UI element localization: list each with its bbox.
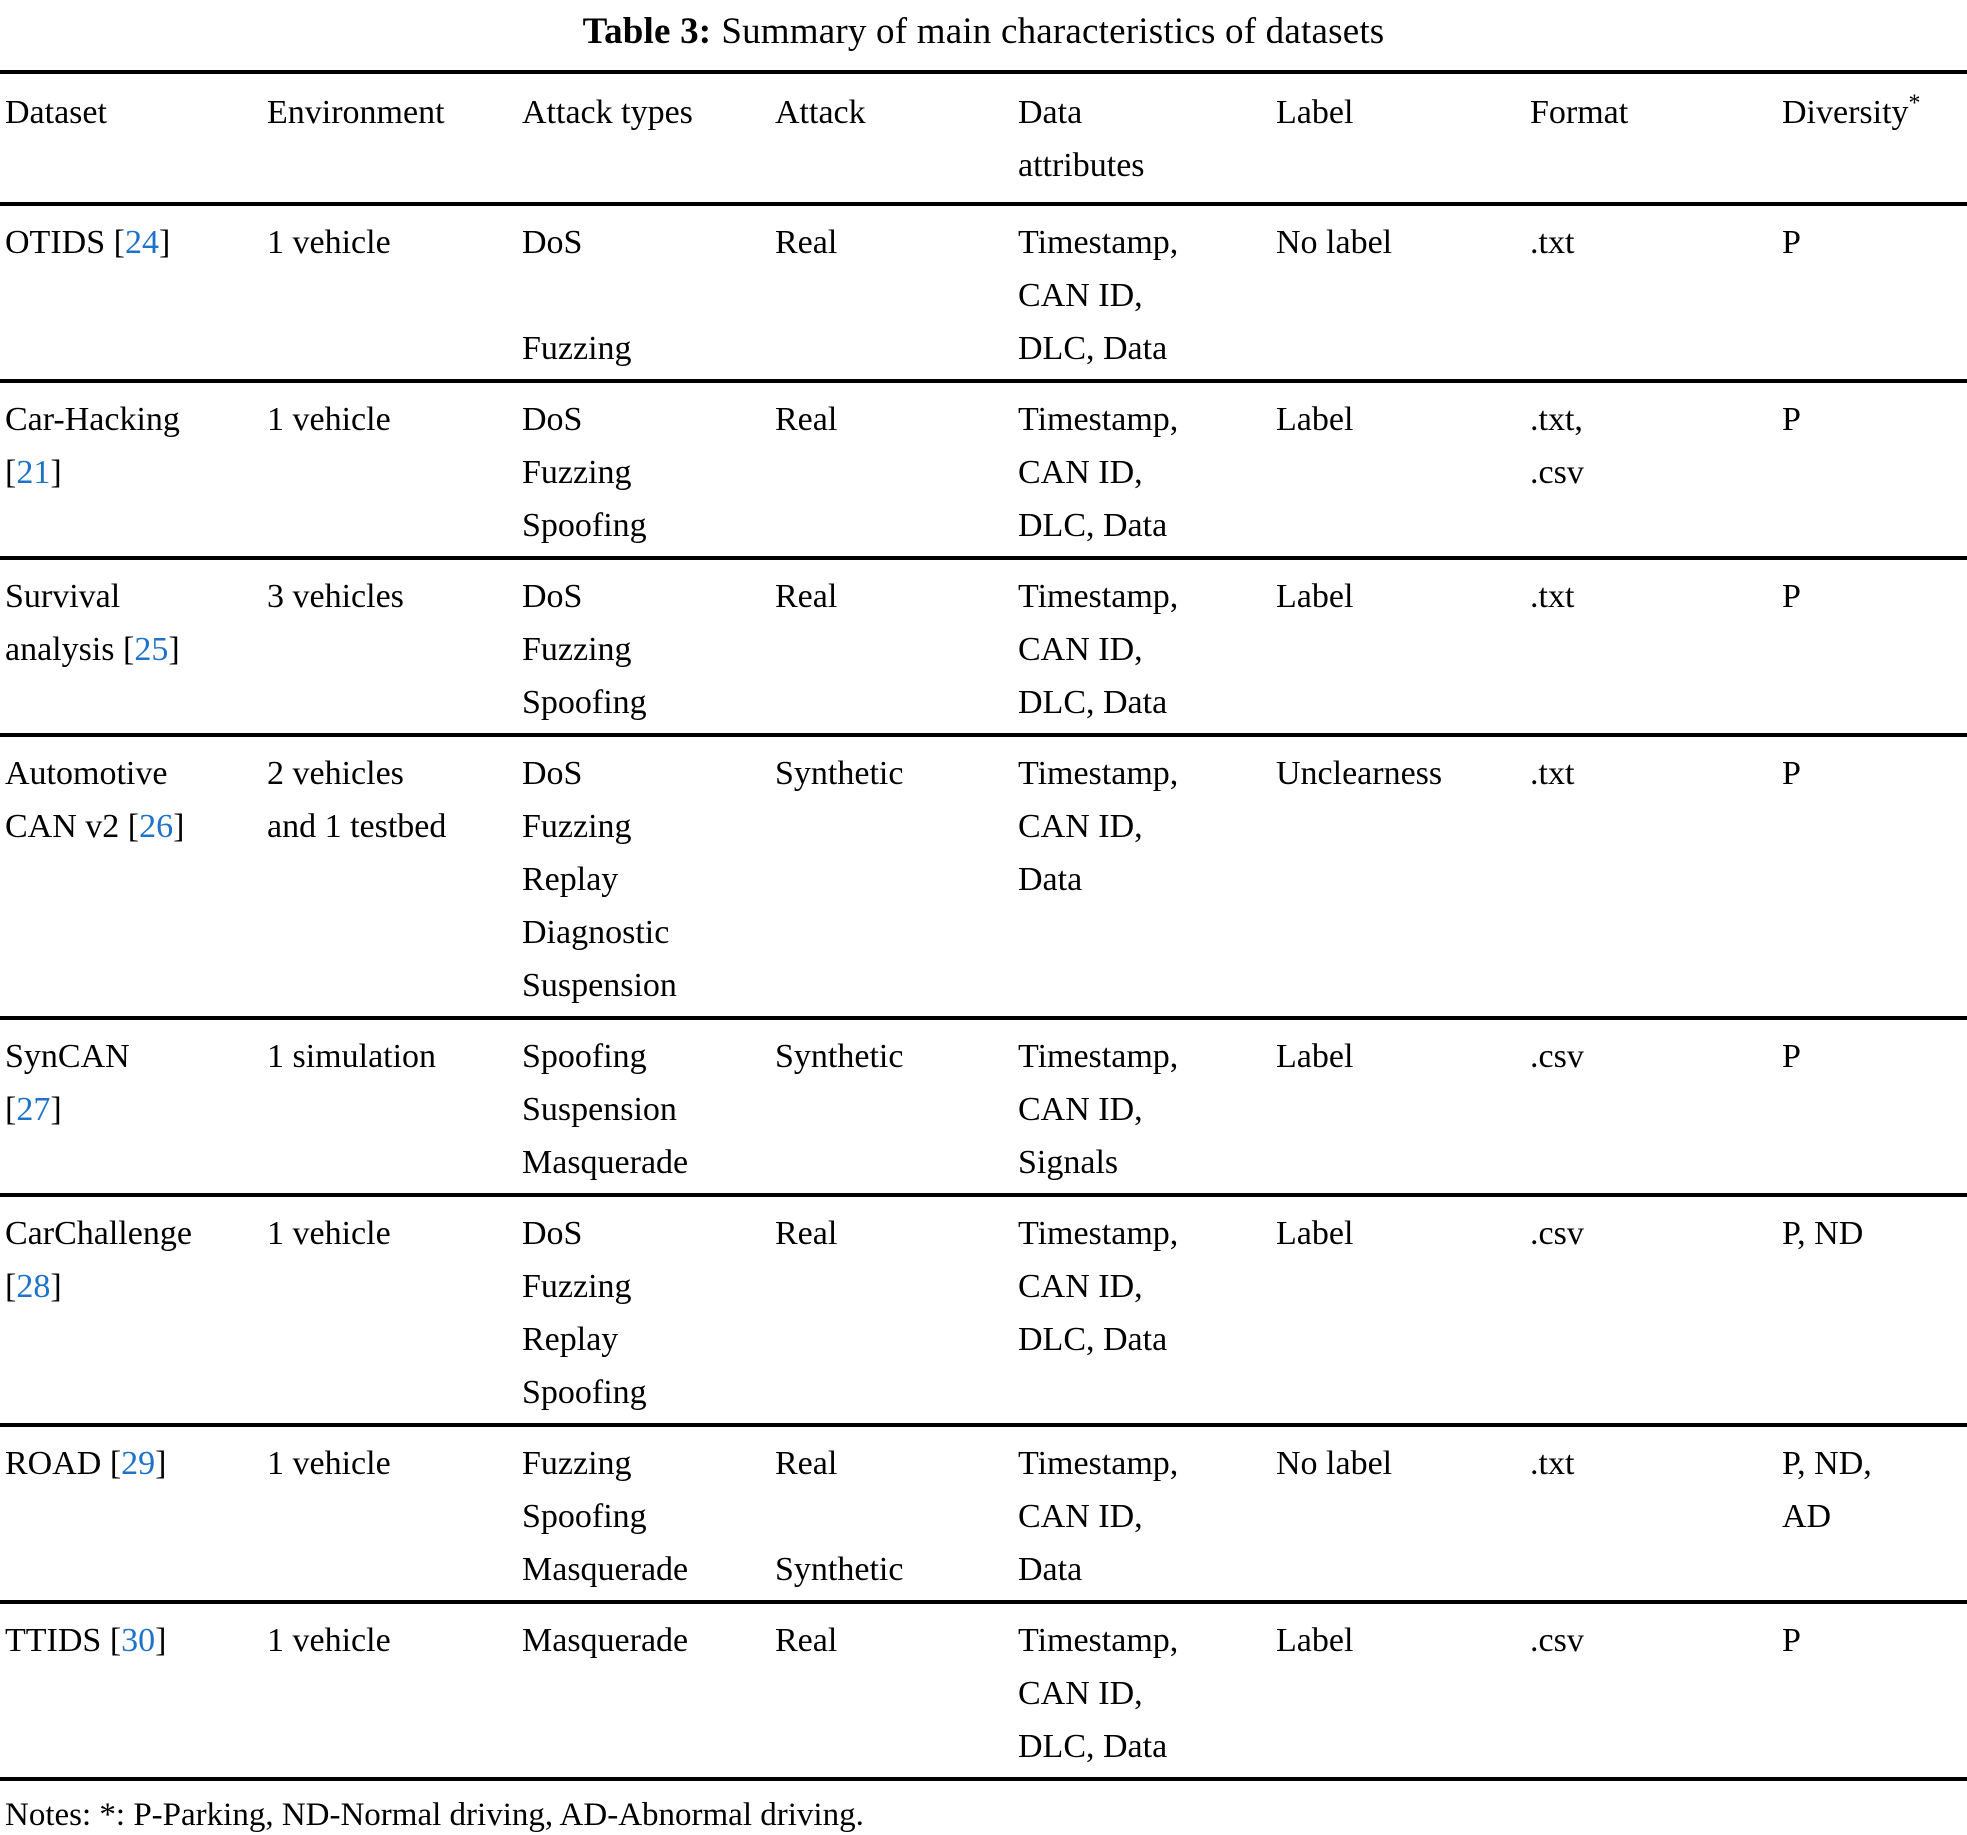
- cell-dataset: [5, 1197, 267, 1423]
- citation-link[interactable]: 28: [16, 1268, 51, 1305]
- table-row: [0, 737, 1967, 1020]
- text-line: Attack: [775, 94, 866, 131]
- cell-dataset: [5, 560, 267, 733]
- text-line: No label: [1276, 224, 1393, 261]
- text-line: Timestamp,: [1018, 1038, 1179, 1075]
- dataset-name-text: ]: [50, 1268, 62, 1305]
- text-line: P: [1782, 578, 1801, 615]
- text-line: Spoofing: [522, 684, 647, 721]
- cell-attack: [775, 383, 1018, 556]
- text-line: Masquerade: [522, 1622, 689, 1659]
- cell-diversity: [1782, 1197, 1967, 1423]
- footnote-marker: *: [1908, 90, 1921, 117]
- cell-label: [1276, 1604, 1530, 1777]
- cell-format: [1530, 383, 1782, 556]
- dataset-name-text: ROAD [: [5, 1445, 122, 1482]
- text-line: DLC, Data: [1018, 507, 1168, 544]
- text-line: .csv: [1530, 1622, 1584, 1659]
- text-line: Fuzzing: [522, 631, 632, 668]
- text-line: CAN ID,: [1018, 808, 1143, 845]
- dataset-name-line: [5, 570, 261, 623]
- text-line: CAN ID,: [1018, 1498, 1143, 1535]
- cell-dataset: [5, 737, 267, 1016]
- column-header-data-attributes: [1018, 74, 1276, 202]
- dataset-name-text: TTIDS [: [5, 1622, 122, 1659]
- text-line: Fuzzing: [522, 330, 632, 367]
- dataset-name-text: Car-Hacking: [5, 401, 180, 438]
- cell-label: [1276, 1427, 1530, 1600]
- cell-format: [1530, 1197, 1782, 1423]
- dataset-name-text: ]: [173, 808, 185, 845]
- dataset-name-text: CAN v2 [: [5, 808, 140, 845]
- cell-label: [1276, 383, 1530, 556]
- text-line: .csv: [1530, 1038, 1584, 1075]
- citation-link[interactable]: 21: [16, 454, 51, 491]
- data-table: [0, 70, 1967, 1781]
- text-line: Real: [775, 1445, 838, 1482]
- citation-link[interactable]: 26: [139, 808, 174, 845]
- cell-attack-types: [522, 1020, 775, 1193]
- cell-data-attributes: [1018, 383, 1276, 556]
- dataset-name-line: [5, 747, 261, 800]
- cell-data-attributes: [1018, 737, 1276, 1016]
- table-body: [0, 206, 1967, 1781]
- text-line: Label: [1276, 1622, 1354, 1659]
- cell-diversity: [1782, 206, 1967, 379]
- cell-environment: [267, 1197, 522, 1423]
- cell-label: [1276, 206, 1530, 379]
- cell-format: [1530, 560, 1782, 733]
- text-line: Spoofing: [522, 507, 647, 544]
- text-line: Timestamp,: [1018, 755, 1179, 792]
- text-line: Format: [1530, 94, 1629, 131]
- text-line: Synthetic: [775, 755, 904, 792]
- cell-label: [1276, 1197, 1530, 1423]
- text-line: DoS: [522, 224, 583, 261]
- text-line: Label: [1276, 1215, 1354, 1252]
- table-title-text: Summary of main characteristics of datasets: [721, 11, 1385, 52]
- text-line: [522, 269, 769, 322]
- cell-attack-types: [522, 206, 775, 379]
- column-header-format: [1530, 74, 1782, 202]
- dataset-name-text: [: [5, 1268, 17, 1305]
- cell-attack: [775, 1427, 1018, 1600]
- text-line: Masquerade: [522, 1551, 689, 1588]
- text-line: 1 vehicle: [267, 224, 391, 261]
- cell-diversity: [1782, 1427, 1967, 1600]
- text-line: Spoofing: [522, 1038, 647, 1075]
- cell-data-attributes: [1018, 1604, 1276, 1777]
- text-line: P, ND,: [1782, 1445, 1872, 1482]
- dataset-name-line: [5, 1260, 261, 1313]
- text-line: No label: [1276, 1445, 1393, 1482]
- text-line: CAN ID,: [1018, 1268, 1143, 1305]
- text-line: .txt: [1530, 224, 1575, 261]
- dataset-name-text: [: [5, 454, 17, 491]
- cell-label: [1276, 737, 1530, 1016]
- text-line: Label: [1276, 94, 1354, 131]
- text-line: Fuzzing: [522, 808, 632, 845]
- text-line: 1 vehicle: [267, 1622, 391, 1659]
- cell-dataset: [5, 1604, 267, 1777]
- text-line: DLC, Data: [1018, 1728, 1168, 1765]
- cell-diversity: [1782, 1604, 1967, 1777]
- cell-dataset: [5, 1020, 267, 1193]
- text-line: Spoofing: [522, 1374, 647, 1411]
- text-line: AD: [1782, 1498, 1832, 1535]
- cell-data-attributes: [1018, 206, 1276, 379]
- text-line: attributes: [1018, 147, 1145, 184]
- cell-environment: [267, 1020, 522, 1193]
- text-line: Fuzzing: [522, 454, 632, 491]
- text-line: and 1 testbed: [267, 808, 447, 845]
- table-row: [0, 383, 1967, 560]
- text-line: Data: [1018, 94, 1083, 131]
- cell-dataset: [5, 206, 267, 379]
- text-line: Real: [775, 224, 838, 261]
- text-line: Environment: [267, 94, 445, 131]
- dataset-name-line: [5, 1030, 261, 1083]
- text-line: Diagnostic: [522, 914, 670, 951]
- text-line: DoS: [522, 755, 583, 792]
- table-row: [0, 1197, 1967, 1427]
- citation-link[interactable]: 24: [124, 224, 159, 261]
- text-line: Synthetic: [775, 1038, 904, 1075]
- dataset-name-line: [5, 216, 261, 269]
- text-line: DLC, Data: [1018, 684, 1168, 721]
- cell-diversity: [1782, 560, 1967, 733]
- text-line: 3 vehicles: [267, 578, 404, 615]
- text-line: Suspension: [522, 967, 677, 1004]
- dataset-name-text: Automotive: [5, 755, 168, 792]
- citation-link[interactable]: 29: [121, 1445, 156, 1482]
- text-line: Timestamp,: [1018, 224, 1179, 261]
- dataset-name-text: CarChallenge: [5, 1215, 192, 1252]
- cell-data-attributes: [1018, 1197, 1276, 1423]
- text-line: .txt,: [1530, 401, 1583, 438]
- dataset-name-line: [5, 393, 261, 446]
- table-row: [0, 1020, 1967, 1197]
- text-line: Timestamp,: [1018, 401, 1179, 438]
- cell-dataset: [5, 383, 267, 556]
- text-line: Timestamp,: [1018, 1445, 1179, 1482]
- column-header-environment: [267, 74, 522, 202]
- cell-attack-types: [522, 383, 775, 556]
- column-header-diversity: [1782, 74, 1967, 202]
- cell-diversity: [1782, 737, 1967, 1016]
- cell-environment: [267, 1427, 522, 1600]
- table-row: [0, 1604, 1967, 1781]
- text-line: P: [1782, 401, 1801, 438]
- cell-format: [1530, 737, 1782, 1016]
- text-line: Timestamp,: [1018, 1622, 1179, 1659]
- cell-attack-types: [522, 1197, 775, 1423]
- table-row: [0, 206, 1967, 383]
- dataset-name-line: [5, 1083, 261, 1136]
- cell-data-attributes: [1018, 560, 1276, 733]
- column-header-dataset: [5, 74, 267, 202]
- cell-attack: [775, 206, 1018, 379]
- table-title-label: Table 3:: [582, 11, 712, 52]
- text-line: Attack types: [522, 94, 693, 131]
- text-line: Label: [1276, 1038, 1354, 1075]
- cell-format: [1530, 1427, 1782, 1600]
- column-header-attack: [775, 74, 1018, 202]
- dataset-name-line: [5, 1207, 261, 1260]
- table-row: [0, 1427, 1967, 1604]
- column-header-label: [1276, 74, 1530, 202]
- text-line: P: [1782, 224, 1801, 261]
- text-line: Dataset: [5, 94, 107, 131]
- cell-label: [1276, 560, 1530, 733]
- citation-link[interactable]: 25: [134, 631, 169, 668]
- text-line: .txt: [1530, 755, 1575, 792]
- text-line: Real: [775, 1215, 838, 1252]
- dataset-name-line: [5, 623, 261, 676]
- text-line: Synthetic: [775, 1551, 904, 1588]
- text-line: Fuzzing: [522, 1445, 632, 1482]
- text-line: 2 vehicles: [267, 755, 404, 792]
- column-header-attack-types: [522, 74, 775, 202]
- text-line: Timestamp,: [1018, 1215, 1179, 1252]
- cell-attack: [775, 1604, 1018, 1777]
- text-line: .csv: [1530, 1215, 1584, 1252]
- table-title: [0, 0, 1967, 70]
- text-line: 1 simulation: [267, 1038, 437, 1075]
- cell-diversity: [1782, 383, 1967, 556]
- text-line: CAN ID,: [1018, 1091, 1143, 1128]
- dataset-name-text: SynCAN: [5, 1038, 130, 1075]
- dataset-name-line: [5, 1437, 261, 1490]
- cell-attack: [775, 560, 1018, 733]
- text-line: P: [1782, 755, 1801, 792]
- text-line: P, ND: [1782, 1215, 1864, 1252]
- text-line: Unclearness: [1276, 755, 1443, 792]
- dataset-name-text: ]: [158, 224, 171, 261]
- cell-format: [1530, 1020, 1782, 1193]
- cell-environment: [267, 560, 522, 733]
- cell-data-attributes: [1018, 1020, 1276, 1193]
- cell-format: [1530, 1604, 1782, 1777]
- table-row: [0, 560, 1967, 737]
- dataset-name-text: [: [5, 1091, 17, 1128]
- cell-attack-types: [522, 1604, 775, 1777]
- cell-attack: [775, 737, 1018, 1016]
- text-line: Real: [775, 401, 838, 438]
- cell-dataset: [5, 1427, 267, 1600]
- text-line: Fuzzing: [522, 1268, 632, 1305]
- text-line: 1 vehicle: [267, 1445, 391, 1482]
- text-line: [775, 1490, 1012, 1543]
- cell-label: [1276, 1020, 1530, 1193]
- text-line: CAN ID,: [1018, 1675, 1143, 1712]
- cell-attack: [775, 1020, 1018, 1193]
- dataset-name-text: Survival: [5, 578, 121, 615]
- text-line: 1 vehicle: [267, 401, 391, 438]
- text-line: P: [1782, 1038, 1801, 1075]
- text-line: CAN ID,: [1018, 631, 1143, 668]
- text-line: 1 vehicle: [267, 1215, 391, 1252]
- text-line: Diversity*: [1782, 90, 1921, 131]
- dataset-name-line: [5, 1614, 261, 1667]
- dataset-name-text: analysis [: [5, 631, 135, 668]
- cell-environment: [267, 383, 522, 556]
- dataset-name-text: ]: [50, 1091, 62, 1128]
- text-line: DoS: [522, 578, 583, 615]
- text-line: .csv: [1530, 454, 1584, 491]
- text-line: Data: [1018, 1551, 1083, 1588]
- dataset-name-text: ]: [50, 454, 62, 491]
- text-line: Suspension: [522, 1091, 677, 1128]
- dataset-name-text: ]: [168, 631, 180, 668]
- text-line: CAN ID,: [1018, 277, 1143, 314]
- text-line: Spoofing: [522, 1498, 647, 1535]
- table-notes: Notes: *: P-Parking, ND-Normal driving, AD-Abnormal driving.: [5, 1797, 864, 1833]
- cell-format: [1530, 206, 1782, 379]
- citation-link[interactable]: 27: [16, 1091, 51, 1128]
- text-line: P: [1782, 1622, 1801, 1659]
- text-line: Real: [775, 578, 838, 615]
- text-line: CAN ID,: [1018, 454, 1143, 491]
- text-line: Real: [775, 1622, 838, 1659]
- text-line: Replay: [522, 861, 619, 898]
- text-line: Signals: [1018, 1144, 1119, 1181]
- text-line: Data: [1018, 861, 1083, 898]
- text-line: Label: [1276, 401, 1354, 438]
- cell-diversity: [1782, 1020, 1967, 1193]
- cell-attack-types: [522, 1427, 775, 1600]
- citation-link[interactable]: 30: [121, 1622, 156, 1659]
- text-line: Masquerade: [522, 1144, 689, 1181]
- text-line: DoS: [522, 401, 583, 438]
- dataset-name-text: ]: [155, 1445, 167, 1482]
- text-line: Label: [1276, 578, 1354, 615]
- text-line: .txt: [1530, 578, 1575, 615]
- cell-environment: [267, 1604, 522, 1777]
- cell-environment: [267, 206, 522, 379]
- text-line: .txt: [1530, 1445, 1575, 1482]
- text-line: DoS: [522, 1215, 583, 1252]
- text-line: Timestamp,: [1018, 578, 1179, 615]
- text-line: Replay: [522, 1321, 619, 1358]
- text-line: DLC, Data: [1018, 1321, 1168, 1358]
- dataset-name-line: [5, 800, 261, 853]
- dataset-name-line: [5, 446, 261, 499]
- text-line: DLC, Data: [1018, 330, 1168, 367]
- cell-attack-types: [522, 737, 775, 1016]
- cell-environment: [267, 737, 522, 1016]
- cell-data-attributes: [1018, 1427, 1276, 1600]
- header-row: [0, 74, 1967, 206]
- cell-attack: [775, 1197, 1018, 1423]
- cell-attack-types: [522, 560, 775, 733]
- dataset-name-text: OTIDS [: [5, 224, 125, 261]
- dataset-name-text: ]: [155, 1622, 167, 1659]
